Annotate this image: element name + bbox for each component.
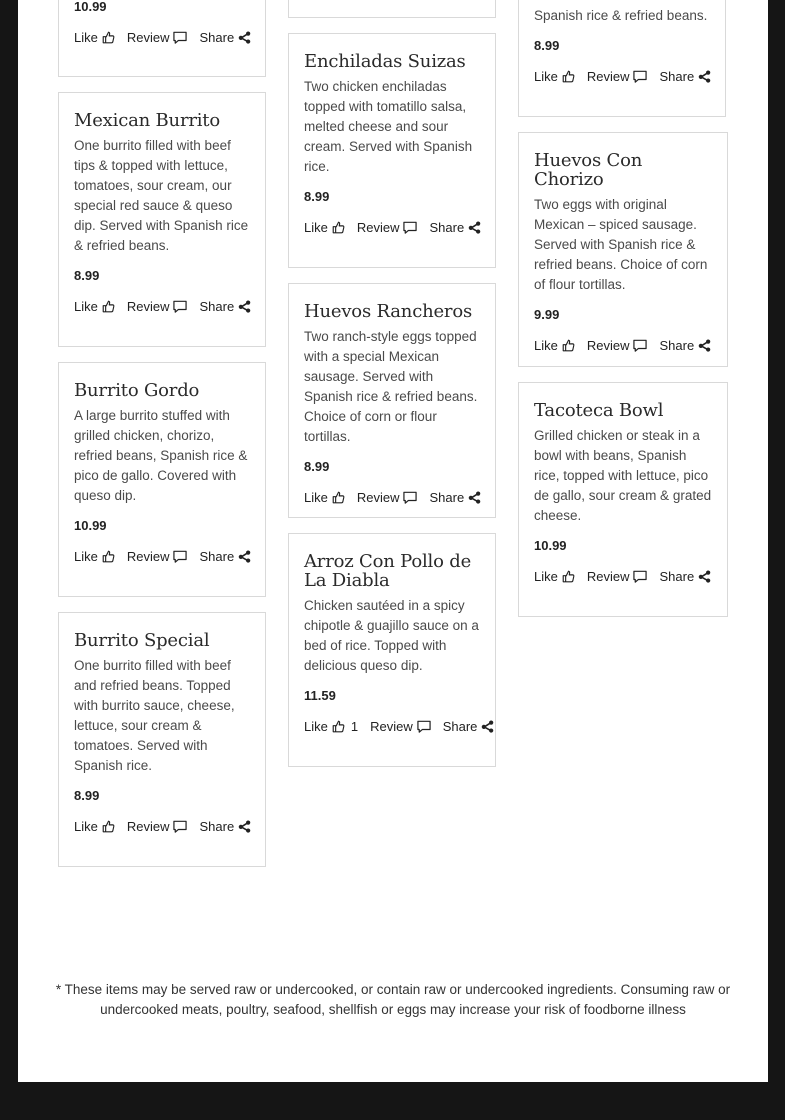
- disclaimer-line-1: * These items may be served raw or undercooked, or contain raw or undercooked ingredients. Consuming raw or: [55, 982, 731, 997]
- review-button[interactable]: [587, 569, 648, 584]
- thumbs-up-icon: [332, 491, 345, 504]
- review-label: Review: [126, 29, 170, 45]
- share-icon: [468, 491, 481, 504]
- comment-icon: [417, 720, 431, 733]
- item-description: A large burrito stuffed with grilled chicken, chorizo, refried beans, Spanish rice & pico de gallo. Covered with queso dip.: [74, 408, 248, 503]
- like-label: Like: [74, 548, 98, 564]
- thumbs-up-icon: [332, 221, 345, 234]
- comment-icon: [173, 300, 187, 313]
- comment-icon: [173, 820, 187, 833]
- like-label: Like: [534, 568, 558, 584]
- share-label: Share: [659, 568, 695, 584]
- share-icon: [698, 339, 711, 352]
- like-label: Like: [304, 718, 328, 734]
- share-label: Share: [429, 219, 465, 235]
- review-label: Review: [356, 489, 400, 505]
- share-label: Share: [199, 298, 235, 314]
- item-price: 10.99: [534, 538, 567, 553]
- share-button[interactable]: [199, 549, 251, 564]
- share-button[interactable]: [429, 220, 481, 235]
- like-button[interactable]: [304, 490, 345, 505]
- comment-icon: [173, 550, 187, 563]
- disclaimer-line-2: undercooked meats, poultry, seafood, shellfish or eggs may increase your risk of foodborne illness: [100, 1002, 686, 1017]
- review-label: Review: [356, 219, 400, 235]
- review-label: Review: [586, 568, 630, 584]
- menu-card: [58, 362, 266, 597]
- share-label: Share: [429, 489, 465, 505]
- item-description: Two eggs with original Mexican – spiced sausage. Served with Spanish rice & refried beans. Choice of corn of flour tortillas.: [534, 197, 708, 292]
- review-button[interactable]: [127, 549, 188, 564]
- item-title: Burrito Gordo: [74, 380, 200, 401]
- item-actions: [74, 296, 250, 316]
- thumbs-up-icon: [562, 70, 575, 83]
- item-actions: [74, 546, 250, 566]
- like-label: Like: [74, 298, 98, 314]
- item-title: Burrito Special: [74, 630, 210, 651]
- thumbs-up-icon: [102, 820, 115, 833]
- item-price: 10.99: [74, 0, 107, 14]
- item-description: One burrito filled with beef and refried beans. Topped with burrito sauce, cheese, lettuce, sour cream & tomatoes. Served with Spanish rice.: [74, 658, 235, 773]
- like-label: Like: [534, 337, 558, 353]
- share-button[interactable]: [659, 569, 711, 584]
- share-button[interactable]: [199, 819, 251, 834]
- comment-icon: [633, 70, 647, 83]
- item-title: Huevos Con Chorizo: [534, 150, 643, 190]
- thumbs-up-icon: [102, 550, 115, 563]
- menu-card: [58, 92, 266, 347]
- share-icon: [238, 31, 251, 44]
- review-button[interactable]: [357, 220, 418, 235]
- thumbs-up-icon: [102, 300, 115, 313]
- like-button[interactable]: [304, 719, 358, 734]
- review-button[interactable]: [587, 338, 648, 353]
- item-actions: [534, 566, 712, 586]
- item-actions: [74, 816, 250, 836]
- item-description: Two ranch-style eggs topped with a special Mexican sausage. Served with Spanish rice & refried beans. Choice of corn or flour tortillas.: [304, 329, 478, 444]
- item-actions: [304, 487, 480, 507]
- item-actions: [304, 716, 480, 736]
- menu-card: [518, 132, 728, 367]
- review-button[interactable]: [127, 299, 188, 314]
- thumbs-up-icon: [562, 570, 575, 583]
- share-icon: [238, 300, 251, 313]
- review-button[interactable]: [127, 819, 188, 834]
- like-button[interactable]: [534, 569, 575, 584]
- review-label: Review: [370, 718, 413, 734]
- comment-icon: [403, 491, 417, 504]
- item-title: Mexican Burrito: [74, 110, 220, 131]
- item-description: One burrito filled with beef tips & topped with lettuce, tomatoes, sour cream, our special red sauce & queso dip. Served with Spanish rice & refried beans.: [74, 138, 249, 253]
- review-button[interactable]: [357, 490, 418, 505]
- share-button[interactable]: [659, 338, 711, 353]
- review-button[interactable]: [370, 719, 431, 734]
- like-button[interactable]: [534, 69, 575, 84]
- item-description: Spanish rice & refried beans.: [534, 8, 708, 23]
- share-button[interactable]: [443, 719, 495, 734]
- item-price: 8.99: [534, 38, 560, 53]
- like-button[interactable]: [74, 299, 115, 314]
- item-description: Chicken sautéed in a spicy chipotle & guajillo sauce on a bed of rice. Topped with delicious queso dip.: [304, 598, 479, 673]
- comment-icon: [403, 221, 417, 234]
- share-button[interactable]: [429, 490, 481, 505]
- item-description: Two chicken enchiladas topped with tomatillo salsa, melted cheese and sour cream. Served with Spanish rice.: [304, 79, 473, 174]
- review-label: Review: [126, 818, 170, 834]
- menu-card: [518, 0, 726, 117]
- menu-card: [518, 382, 728, 617]
- menu-card: [288, 533, 496, 767]
- like-label: Like: [304, 489, 328, 505]
- share-icon: [698, 70, 711, 83]
- item-actions: [304, 217, 480, 237]
- share-icon: [468, 221, 481, 234]
- like-label: Like: [304, 219, 328, 235]
- item-actions: [74, 27, 250, 47]
- like-button[interactable]: [304, 220, 345, 235]
- comment-icon: [173, 31, 187, 44]
- like-button[interactable]: [74, 549, 115, 564]
- item-title: Tacoteca Bowl: [534, 400, 664, 421]
- share-button[interactable]: [199, 30, 251, 45]
- like-label: Like: [74, 818, 98, 834]
- disclaimer-footnote: [18, 980, 768, 1020]
- menu-card: [288, 33, 496, 268]
- item-actions: [534, 66, 710, 86]
- share-icon: [698, 570, 711, 583]
- review-button[interactable]: [587, 69, 648, 84]
- like-button[interactable]: [74, 30, 115, 45]
- item-title: Enchiladas Suizas: [304, 51, 466, 72]
- item-price: 8.99: [304, 189, 330, 204]
- like-count: 1: [350, 718, 359, 734]
- item-title: Arroz Con Pollo de La Diabla: [304, 551, 472, 591]
- item-price: 9.99: [534, 307, 560, 322]
- share-label: Share: [659, 68, 695, 84]
- item-price: 8.99: [304, 459, 330, 474]
- share-button[interactable]: [199, 299, 251, 314]
- comment-icon: [633, 570, 647, 583]
- like-button[interactable]: [534, 338, 575, 353]
- thumbs-up-icon: [332, 720, 345, 733]
- share-label: Share: [199, 818, 235, 834]
- menu-card: [58, 612, 266, 867]
- like-label: Like: [74, 29, 98, 45]
- like-label: Like: [534, 68, 558, 84]
- review-button[interactable]: [127, 30, 188, 45]
- share-label: Share: [199, 548, 235, 564]
- share-icon: [238, 820, 251, 833]
- share-label: Share: [659, 337, 695, 353]
- review-label: Review: [586, 68, 630, 84]
- like-button[interactable]: [74, 819, 115, 834]
- thumbs-up-icon: [102, 31, 115, 44]
- item-price: 8.99: [74, 268, 100, 283]
- menu-card: [58, 0, 266, 77]
- menu-card-partial: [288, 0, 496, 18]
- thumbs-up-icon: [562, 339, 575, 352]
- comment-icon: [633, 339, 647, 352]
- review-label: Review: [586, 337, 630, 353]
- item-title: Huevos Rancheros: [304, 301, 473, 322]
- item-price: 10.99: [74, 518, 107, 533]
- review-label: Review: [126, 548, 170, 564]
- item-description: Grilled chicken or steak in a bowl with beans, Spanish rice, topped with lettuce, pico de gallo, sour cream & grated cheese.: [534, 428, 712, 523]
- menu-card: [288, 283, 496, 518]
- review-label: Review: [126, 298, 170, 314]
- item-actions: [534, 335, 712, 355]
- item-price: 11.59: [304, 688, 336, 703]
- share-label: Share: [442, 718, 478, 734]
- item-price: 8.99: [74, 788, 100, 803]
- share-button[interactable]: [659, 69, 711, 84]
- share-label: Share: [199, 29, 235, 45]
- share-icon: [481, 720, 494, 733]
- share-icon: [238, 550, 251, 563]
